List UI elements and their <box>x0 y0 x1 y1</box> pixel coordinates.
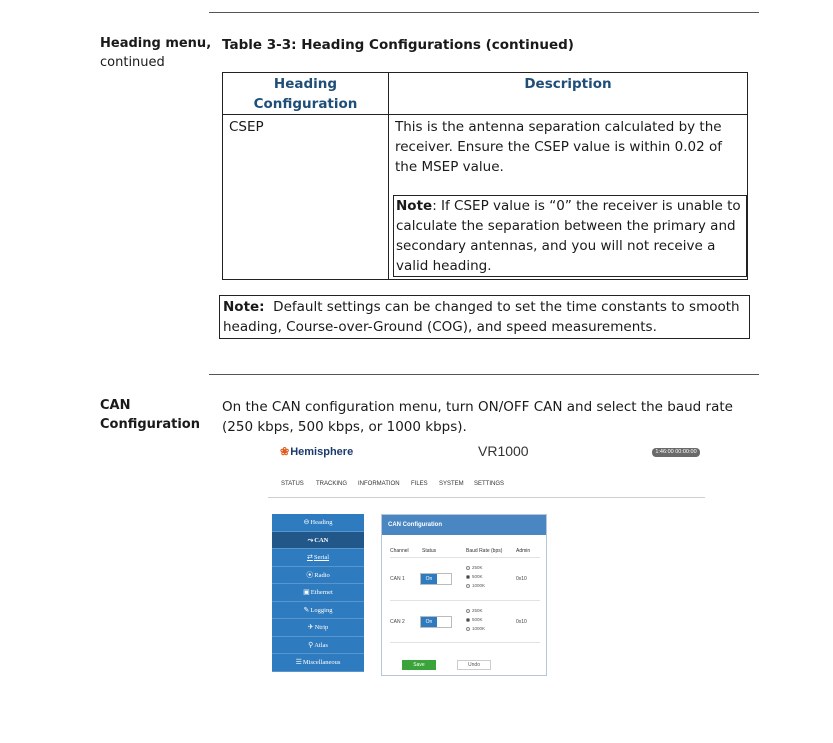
sidebar-item-heading[interactable]: ⊖Heading <box>272 514 364 532</box>
atlas-icon: ⚲ <box>308 640 314 649</box>
row-divider <box>390 557 540 558</box>
sidebar-item-miscellaneous[interactable]: ☰Miscellaneous <box>272 654 364 672</box>
row-divider <box>390 642 540 643</box>
section-divider <box>209 12 759 13</box>
model-name: VR1000 <box>478 443 529 459</box>
can1-status-toggle[interactable]: On <box>420 573 452 585</box>
serial-icon: ⇄ <box>306 553 313 561</box>
can-config-panel <box>381 514 547 676</box>
description-cell <box>389 115 748 280</box>
can2-status-toggle[interactable]: On <box>420 616 452 628</box>
sidebar-item-can[interactable]: ⤳CAN <box>272 532 364 550</box>
can1-rate-250k[interactable]: 250K <box>466 565 483 570</box>
radio-icon: ⦿ <box>306 570 314 579</box>
can-side-label: CAN Configuration <box>100 398 200 432</box>
sidebar-item-ethernet[interactable]: ▣Ethernet <box>272 584 364 602</box>
miscellaneous-icon: ☰ <box>295 658 302 666</box>
table-row <box>223 115 748 280</box>
admin-value: 0x10 <box>516 619 527 625</box>
sidebar-item-radio[interactable]: ⦿Radio <box>272 567 364 585</box>
heading-side-label: Heading menu, continued <box>100 36 212 70</box>
tab-information[interactable]: INFORMATION <box>358 481 400 487</box>
can-intro-text: On the CAN configuration menu, turn ON/OFF CAN and select the baud rate (250 kbps, 500 kbps, or 1000 kbps). <box>222 399 733 435</box>
can-config-screenshot <box>268 440 708 685</box>
can1-rate-500k[interactable]: 500K <box>466 574 483 579</box>
tab-system[interactable]: SYSTEM <box>439 481 464 487</box>
header-baud-rate: Baud Rate (bps) <box>466 548 503 554</box>
save-button[interactable]: Save <box>402 660 436 670</box>
can2-rate-500k[interactable]: 500K <box>466 617 483 622</box>
channel-label: CAN 2 <box>390 619 405 625</box>
section-divider <box>209 374 759 375</box>
note-text: Default settings can be changed to set the time constants to smooth heading, Course-over-Ground (COG), and speed measurements. <box>223 299 744 335</box>
tab-files[interactable]: FILES <box>411 481 428 487</box>
can2-rate-250k[interactable]: 250K <box>466 608 483 613</box>
header-channel: Channel <box>390 548 409 554</box>
sidebar-item-logging[interactable]: ✎Logging <box>272 602 364 620</box>
header-admin: Admin <box>516 548 531 554</box>
csep-note <box>393 195 747 277</box>
ntrip-icon: ✈ <box>307 623 314 631</box>
can-icon: ⤳ <box>307 535 314 544</box>
hemisphere-logo-icon: ❀ <box>280 446 290 458</box>
channel-label: CAN 1 <box>390 576 405 582</box>
undo-button[interactable]: Undo <box>457 660 491 670</box>
note-label: Note: <box>223 299 265 315</box>
table-caption: Table 3-3: Heading Configurations (continued) <box>222 37 574 53</box>
tab-tracking[interactable]: TRACKING <box>316 481 348 487</box>
heading-icon: ⊖ <box>303 518 310 526</box>
note-label: Note <box>396 198 433 214</box>
can1-rate-1000k[interactable]: 1000K <box>466 583 485 588</box>
top-nav <box>268 474 705 498</box>
hemisphere-logo: ❀Hemisphere <box>280 446 354 458</box>
admin-value: 0x10 <box>516 576 527 582</box>
clock-badge: 1:46:00 00:00:00 <box>652 448 700 457</box>
config-cell: CSEP <box>223 115 389 280</box>
heading-config-table <box>222 72 748 280</box>
note-text: : If CSEP value is “0” the receiver is unable to calculate the separation between the primary and secondary antennas, and you will not receive a valid heading. <box>396 198 741 274</box>
tab-settings[interactable]: SETTINGS <box>474 481 505 487</box>
sidebar-item-atlas[interactable]: ⚲Atlas <box>272 637 364 655</box>
column-header-description: Description <box>389 73 748 115</box>
tab-status[interactable]: STATUS <box>281 481 304 487</box>
logging-icon: ✎ <box>303 605 310 614</box>
can2-rate-1000k[interactable]: 1000K <box>466 626 485 631</box>
description-text: This is the antenna separation calculated by the receiver. Ensure the CSEP value is within 0.02 of the MSEP value. <box>395 119 722 175</box>
sidebar-item-serial[interactable]: ⇄Serial <box>272 549 364 567</box>
column-header-config: Heading Configuration <box>223 73 389 115</box>
row-divider <box>390 600 540 601</box>
settings-sidebar <box>272 514 364 672</box>
header-status: Status <box>422 548 437 554</box>
panel-title: CAN Configuration <box>382 515 546 535</box>
default-settings-note <box>219 295 750 339</box>
ethernet-icon: ▣ <box>303 588 310 596</box>
sidebar-item-ntrip[interactable]: ✈Ntrip <box>272 619 364 637</box>
